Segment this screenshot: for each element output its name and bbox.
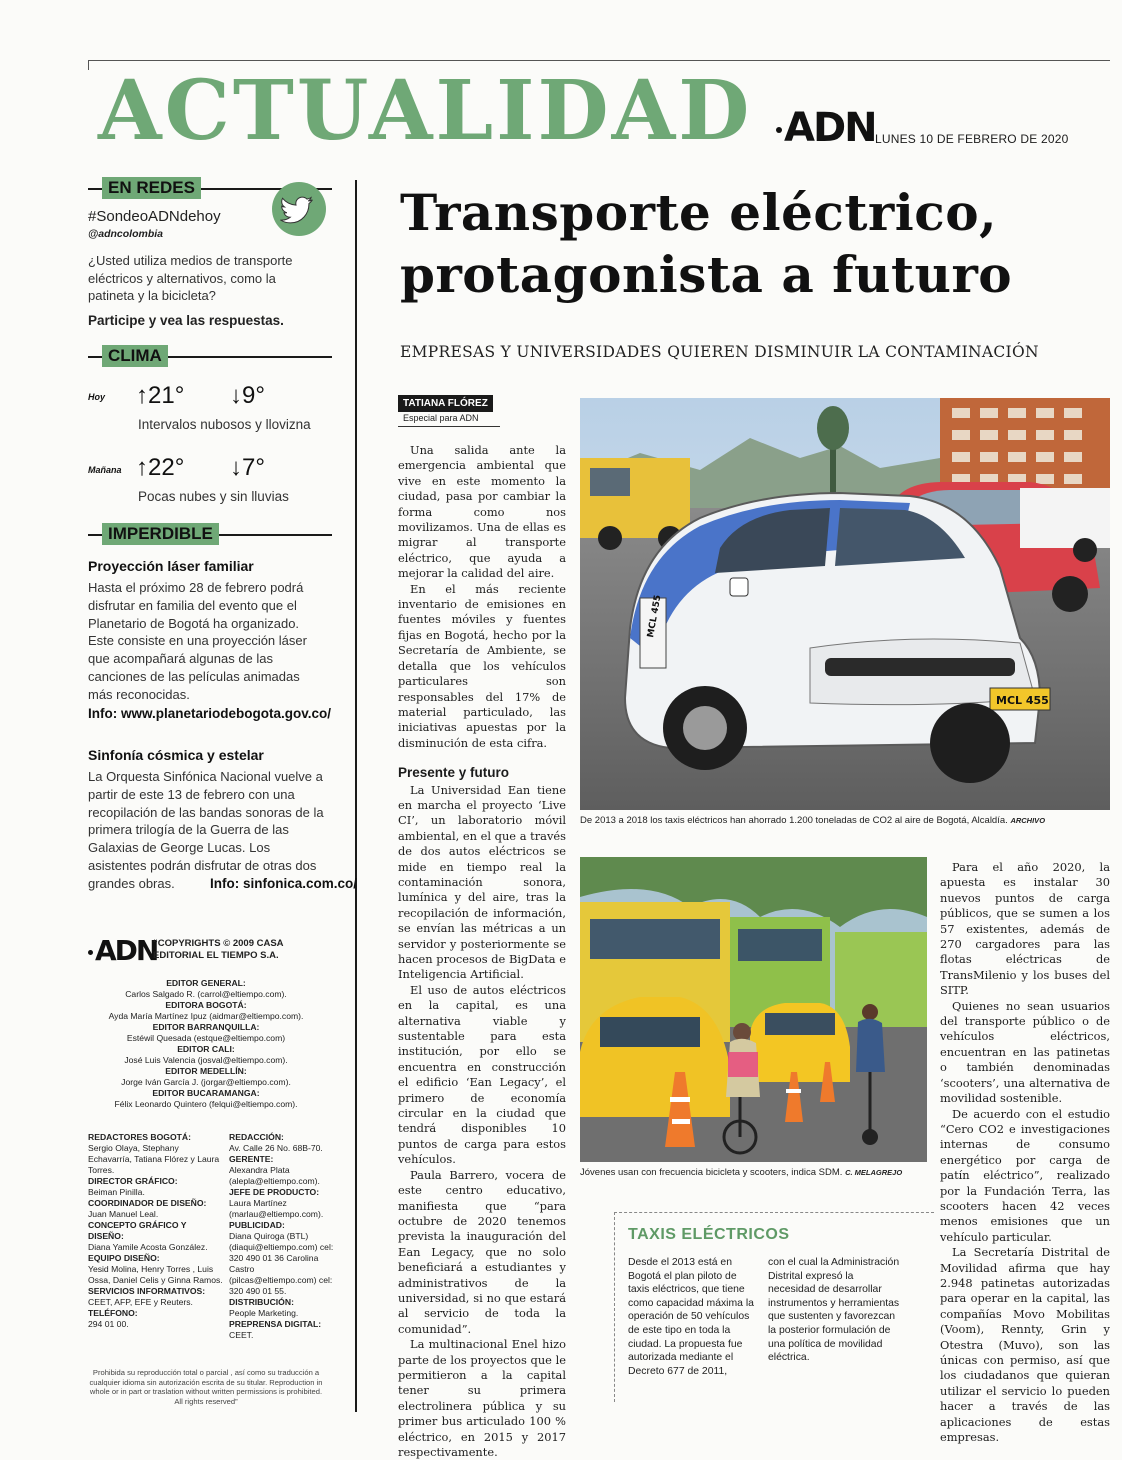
article-paragraph: La Secretaría Distrital de Movilidad afirma que hay 2.948 patinetas autorizadas para operar en la capital, las compañías Movo Mobilitas (Voom), Rennty, Grin y Otestra (Muvo), son las únicas con permiso, así que los ciudadanos que quieran utilizar el servicio lo pueden hacer a través de las aplicaciones de estas empresas.: [940, 1245, 1110, 1445]
en-redes-cta: Participe y vea las respuestas.: [88, 313, 284, 328]
logo-dot: [776, 127, 782, 133]
editor-role: EDITOR BUCARAMANGA:: [152, 1088, 260, 1098]
event-text: La Orquesta Sinfónica Nacional vuelve a partir de este 13 de febrero con una recopilación de las bandas sonoras de la primera trilogía de la Guerra de las Galaxias de George Lucas. Los asistentes podrán disfrutar de otras dos grandes obras.: [88, 769, 324, 891]
box-title: TAXIS ELÉCTRICOS: [628, 1226, 790, 1243]
photo2-caption: Jóvenes usan con frecuencia bicicleta y scooters, indica SDM.: [580, 1167, 843, 1178]
right-credits: [229, 1132, 339, 1341]
top-rule-tick: [88, 60, 89, 70]
editor-role: EDITOR MEDELLÍN:: [165, 1066, 247, 1076]
credit-text: Sergio Olaya, Stephany Echavarría, Tatiana Flórez y Laura Torres.: [88, 1143, 220, 1175]
box-left-rule: [614, 1212, 615, 1402]
photo2-caption-wrap: [580, 1167, 940, 1178]
article-paragraph: Una salida ante la emergencia ambiental que vive en este momento la ciudad, pasa por cambiar la forma como nos movilizamos. Una de ellas es migrar al transporte eléctrico, que ayuda a mejorar la calidad del aire.: [398, 443, 566, 581]
taxi-front-plate: MCL 455: [996, 694, 1049, 707]
hashtag: #SondeoADNdehoy: [88, 208, 221, 225]
twitter-handle: @adncolombia: [88, 228, 163, 240]
editor-name: Estéwil Quesada (estque@eltiempo.com): [126, 1033, 286, 1043]
editor-role: EDITORA BOGOTÁ:: [165, 1000, 247, 1010]
photo1-credit: ARCHIVO: [1010, 816, 1046, 825]
top-rule: [88, 60, 1110, 61]
editor-role: EDITOR BARRANQUILLA:: [152, 1022, 260, 1032]
photo2-credit: C. MELAGREJO: [845, 1168, 903, 1177]
credit-text: Beiman Pinilla.: [88, 1187, 145, 1197]
article-paragraph: De acuerdo con el estudio “Cero CO2 e investigaciones internas de consumo energético por carga de patín eléctrico”, realizado por la Fundación Terra, las scooters hacen 42 veces menos emisiones que un vehículo particular.: [940, 1106, 1110, 1244]
editor-name: Ayda María Martínez Ipuz (aidmar@eltiempo.com).: [108, 1011, 304, 1021]
imperdible-tag: IMPERDIBLE: [102, 523, 219, 545]
twitter-bird-svg: [272, 182, 326, 236]
weather-day-label: Mañana: [88, 465, 122, 475]
article-subtitle: Presente y futuro: [398, 765, 510, 781]
weather-low: ↓7°: [230, 454, 265, 481]
weather-high: ↑21°: [136, 382, 185, 409]
credit-text: Yesid Molina, Henry Torres , Luis Ossa, Daniel Celis y Ginna Ramos.: [88, 1264, 223, 1285]
article-paragraph: Para el año 2020, la apuesta es instalar 30 nuevos puntos de carga públicos, que se sumen a los 57 existentes, además de 270 cargadores para las flotas eléctricas de TransMilenio y los buses del SITP.: [940, 860, 1110, 998]
headline: Transporte eléctrico, protagonista a futuro: [400, 183, 1013, 304]
editor-name: Carlos Salgado R. (carrol@eltiempo.com).: [125, 989, 287, 999]
logo-dot: [88, 950, 93, 955]
credit-role: SERVICIOS INFORMATIVOS:: [88, 1286, 206, 1296]
article-paragraph: La Universidad Ean tiene en marcha el proyecto ‘Live CI’, un laboratorio móvil ambiental, en el que a través de dos autos eléctricos se mide en tiempo real la contaminación sonora, lumínica y del aire, tras la recopilación de información, se envían las métricas a un servidor y posteriormente se hacen procesos de BigData e Inteligencia Artificial.: [398, 782, 566, 982]
article-column-3: [940, 860, 1110, 1445]
copyright: “COPYRIGHTS © 2009 CASA EDITORIAL EL TIEMPO S.A.: [153, 938, 284, 961]
credit-role: PUBLICIDAD:: [229, 1220, 285, 1230]
credit-role: CONCEPTO GRÁFICO Y DISEÑO:: [88, 1220, 187, 1241]
credit-role: REDACTORES BOGOTÁ:: [88, 1132, 191, 1142]
event-text: Hasta el próximo 28 de febrero podrá disfrutar en familia del evento que el Planetario de Bogotá ha organizado. Este consiste en una proyección láser que acompañará algunas de las canciones de las películas animadas más reconocidas.: [88, 580, 307, 702]
credit-text: People Marketing.: [229, 1308, 299, 1318]
weather-desc: Pocas nubes y sin lluvias: [138, 489, 289, 504]
editors-list: [88, 978, 324, 1110]
credit-role: TELÉFONO:: [88, 1308, 138, 1318]
box-text-col1: Desde el 2013 está en Bogotá el plan piloto de taxis eléctricos, que tiene como capacidad máxima la operación de 50 vehículos de este tipo en toda la ciudad. La propuesta fue autorizada mediante el Decreto 677 de 2011,: [628, 1257, 754, 1377]
credit-role: DIRECTOR GRÁFICO:: [88, 1176, 178, 1186]
masthead-logo: [88, 936, 157, 966]
taxi-photo-illustration: [580, 398, 1110, 810]
subhead: EMPRESAS Y UNIVERSIDADES QUIEREN DISMINUIR LA CONTAMINACIÓN: [400, 343, 1039, 361]
author-affiliation: Especial para ADN: [403, 413, 479, 423]
twitter-bird-icon: [272, 182, 326, 236]
logo-text: ADN: [95, 934, 158, 967]
article-paragraph: Quienes no sean usuarios del transporte público o de vehículos eléctricos, encuentran en las patinetas o también denominadas ‘scooters’, una alternativa de movilidad sostenible.: [940, 998, 1110, 1106]
credit-role: DISTRIBUCIÓN:: [229, 1297, 294, 1307]
disclaimer: Prohibida su reproducción total o parcial , así como su traducción a cualquier idioma sin autorización escrita de su titular. Reproduction in whole or in part or traslation without written permissions is prohibited. All rights reserved”: [89, 1368, 323, 1406]
article-paragraph: El uso de autos eléctricos en la capital, es una alternativa viable y sustentable para esta institución, por ello se encuentra en construcción el edificio ‘Ean Legacy’, el primero de economía circular en la ciudad que tendrá disponibles 10 puntos de carga para estos vehículos.: [398, 982, 566, 1167]
event-title: Proyección láser familiar: [88, 558, 254, 574]
weather-desc: Intervalos nubosos y llovizna: [138, 417, 311, 432]
credit-text: CEET.: [229, 1330, 254, 1340]
credit-role: GERENTE:: [229, 1154, 274, 1164]
credit-role: JEFE DE PRODUCTO:: [229, 1187, 320, 1197]
author-rule: [398, 426, 500, 427]
adn-logo: [776, 105, 876, 151]
article-column-1: [398, 443, 566, 1460]
cyclists-photo-illustration: [580, 857, 927, 1162]
issue-date: LUNES 10 DE FEBRERO DE 2020: [875, 132, 1069, 146]
left-credits: [88, 1132, 223, 1330]
taxi-side-plate: MCL 455: [646, 594, 664, 639]
editor-role: EDITOR GENERAL:: [166, 978, 246, 988]
credit-text: Av. Calle 26 No. 68B-70.: [229, 1143, 323, 1153]
logo-text: ADN: [784, 105, 876, 151]
editor-role: EDITOR CALI:: [177, 1044, 235, 1054]
credit-text: Diana Quiroga (BTL) (diaqui@eltiempo.com) cel: 320 490 01 36 Carolina Castro (pilcas@eltiempo.com) cel: 320 490 01 55.: [229, 1231, 334, 1296]
credit-text: Laura Martínez (marlau@eltiempo.com).: [229, 1198, 324, 1219]
photo1-caption-wrap: [580, 815, 1120, 826]
weather-high: ↑22°: [136, 454, 185, 481]
article-paragraph: En el más reciente inventario de emisiones en fuentes móviles y fuentes fijas en Bogotá, hecho por la Secretaría de Ambiente, se detalla que los vehículos particulares son responsables del 17% de material particulado, las iniciativas apuestas por la disminución de esta cifra.: [398, 581, 566, 750]
section-title: ACTUALIDAD: [98, 63, 753, 159]
weather-day-label: Hoy: [88, 392, 106, 402]
credit-text: 294 01 00.: [88, 1319, 129, 1329]
credit-text: CEET, AFP, EFE y Reuters.: [88, 1297, 193, 1307]
box-text-col2: con el cual la Administración Distrital expresó la necesidad de desarrollar instrumentos y herramientas que sustenten y favorezcan la posterior formulación de una política de movilidad eléctrica.: [768, 1257, 900, 1364]
author-badge: TATIANA FLÓREZ: [398, 395, 493, 412]
taxi-photo: [580, 398, 1110, 810]
en-redes-tag: EN REDES: [102, 177, 201, 199]
credit-role: EQUIPO DISEÑO:: [88, 1253, 160, 1263]
event-title: Sinfonía cósmica y estelar: [88, 747, 264, 763]
credit-text: Diana Yamile Acosta González.: [88, 1242, 208, 1252]
box-top-rule: [614, 1212, 934, 1213]
credit-role: PREPRENSA DIGITAL:: [229, 1319, 322, 1329]
photo1-caption: De 2013 a 2018 los taxis eléctricos han ahorrado 1.200 toneladas de CO2 al aire de Bogotá, Alcaldía.: [580, 815, 1008, 826]
credit-role: REDACCIÓN:: [229, 1132, 284, 1142]
article-paragraph: Paula Barrero, vocera de este centro educativo, manifiesta que “para octubre de 2020 tenemos prevista la inauguración del Ean Legacy, que no solo beneficiará a estudiantes y administrativos de la universidad, si no que estará al servicio de toda la comunidad”.: [398, 1167, 566, 1336]
cyclists-photo: [580, 857, 927, 1162]
article-paragraph: La multinacional Enel hizo parte de los proyectos que le permitieron a la capital tener su primera electrolinera pública y su primer bus articulado 100 % eléctrico, en 2015 y 2017 respectivamente.: [398, 1337, 566, 1459]
clima-tag: CLIMA: [102, 345, 168, 367]
weather-low: ↓9°: [230, 382, 265, 409]
column-divider: [355, 180, 357, 1412]
event-info-link[interactable]: Info: sinfonica.com.co/: [210, 876, 358, 891]
credit-text: Alexandra Plata (alepla@eltiempo.com).: [229, 1165, 320, 1186]
event-info-link[interactable]: Info: www.planetariodebogota.gov.co/: [88, 706, 331, 721]
credit-role: COORDINADOR DE DISEÑO:: [88, 1198, 207, 1208]
editor-name: Jorge Iván García J. (jorgar@eltiempo.com).: [121, 1077, 291, 1087]
editor-name: José Luis Valencia (josval@eltiempo.com).: [124, 1055, 288, 1065]
en-redes-question: ¿Usted utiliza medios de transporte eléctricos y alternativos, como la patineta y la bicicleta?: [88, 253, 293, 303]
editor-name: Félix Leonardo Quintero (felqui@eltiempo.com).: [114, 1099, 298, 1109]
credit-text: Juan Manuel Leal.: [88, 1209, 159, 1219]
